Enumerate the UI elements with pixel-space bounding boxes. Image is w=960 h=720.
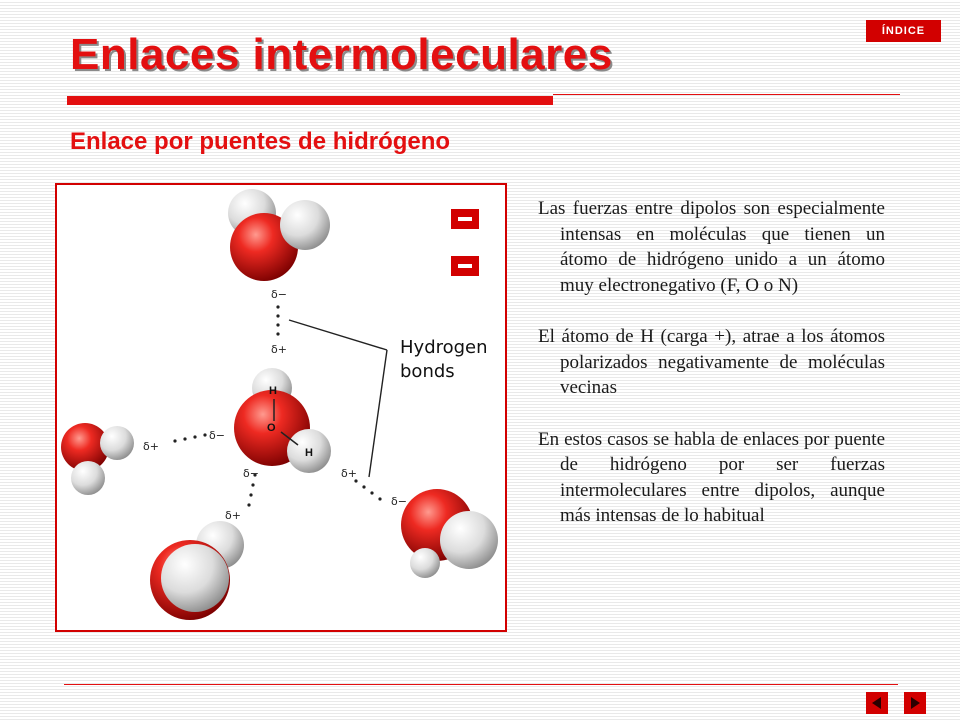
- bullet-dash-icon: [458, 217, 472, 221]
- hydrogen-atom: [71, 461, 105, 495]
- water-molecule-right: [401, 489, 498, 578]
- triangle-right-icon: [908, 696, 922, 710]
- hydrogen-atom: [100, 426, 134, 460]
- charge-label: δ−: [271, 288, 287, 301]
- atom-label-h: H: [305, 447, 313, 459]
- charge-label: δ+: [225, 509, 241, 522]
- hydrogen-bonds-label: Hydrogen: [400, 337, 488, 358]
- atom-label-o: O: [267, 422, 276, 434]
- hydrogen-bonds-label: bonds: [400, 361, 455, 382]
- triangle-left-icon: [870, 696, 884, 710]
- hydrogen-atom: [410, 548, 440, 578]
- bullet-button-1[interactable]: [451, 209, 479, 229]
- title-underline-line: [553, 94, 900, 95]
- hydrogen-bond-figure: [55, 183, 507, 632]
- bullet-dash-icon: [458, 264, 472, 268]
- charge-label: δ−: [209, 429, 225, 442]
- page-subtitle: Enlace por puentes de hidrógeno: [70, 128, 451, 155]
- footer-divider: [64, 684, 898, 685]
- hydrogen-atom: [280, 200, 330, 250]
- hydrogen-atom: [440, 511, 498, 569]
- charge-label: δ−: [243, 467, 259, 480]
- atom-label-h: H: [269, 385, 277, 397]
- charge-label: δ+: [143, 440, 159, 453]
- paragraph: Las fuerzas entre dipolos son especialmente intensas en moléculas que tienen un átomo de hidrógeno unido a un átomo muy electronegativo (F, O o N): [538, 198, 885, 296]
- hydrogen-atom: [161, 544, 229, 612]
- previous-slide-button[interactable]: [866, 692, 888, 714]
- water-molecule-bottom: [150, 521, 244, 620]
- paragraph: En estos casos se habla de enlaces por puente de hidrógeno por ser fuerzas intermoleculares entre dipolos, aunque más intensas de lo habitual: [538, 428, 885, 526]
- paragraph: El átomo de H (carga +), atrae a los átomos polarizados negativamente de moléculas vecinas: [538, 326, 885, 398]
- index-button[interactable]: ÍNDICE: [866, 20, 941, 42]
- charge-label: δ+: [271, 343, 287, 356]
- water-molecule-center: [234, 368, 331, 473]
- bullet-button-2[interactable]: [451, 256, 479, 276]
- water-molecule-left: [61, 423, 134, 495]
- next-slide-button[interactable]: [904, 692, 926, 714]
- page-title: Enlaces intermoleculares: [70, 30, 613, 79]
- title-underline-bar: [67, 96, 553, 105]
- charge-label: δ−: [391, 495, 407, 508]
- explanation-text: [538, 196, 885, 555]
- charge-label: δ+: [341, 467, 357, 480]
- water-molecules-diagram: [57, 185, 505, 630]
- water-molecule-top: [228, 189, 330, 281]
